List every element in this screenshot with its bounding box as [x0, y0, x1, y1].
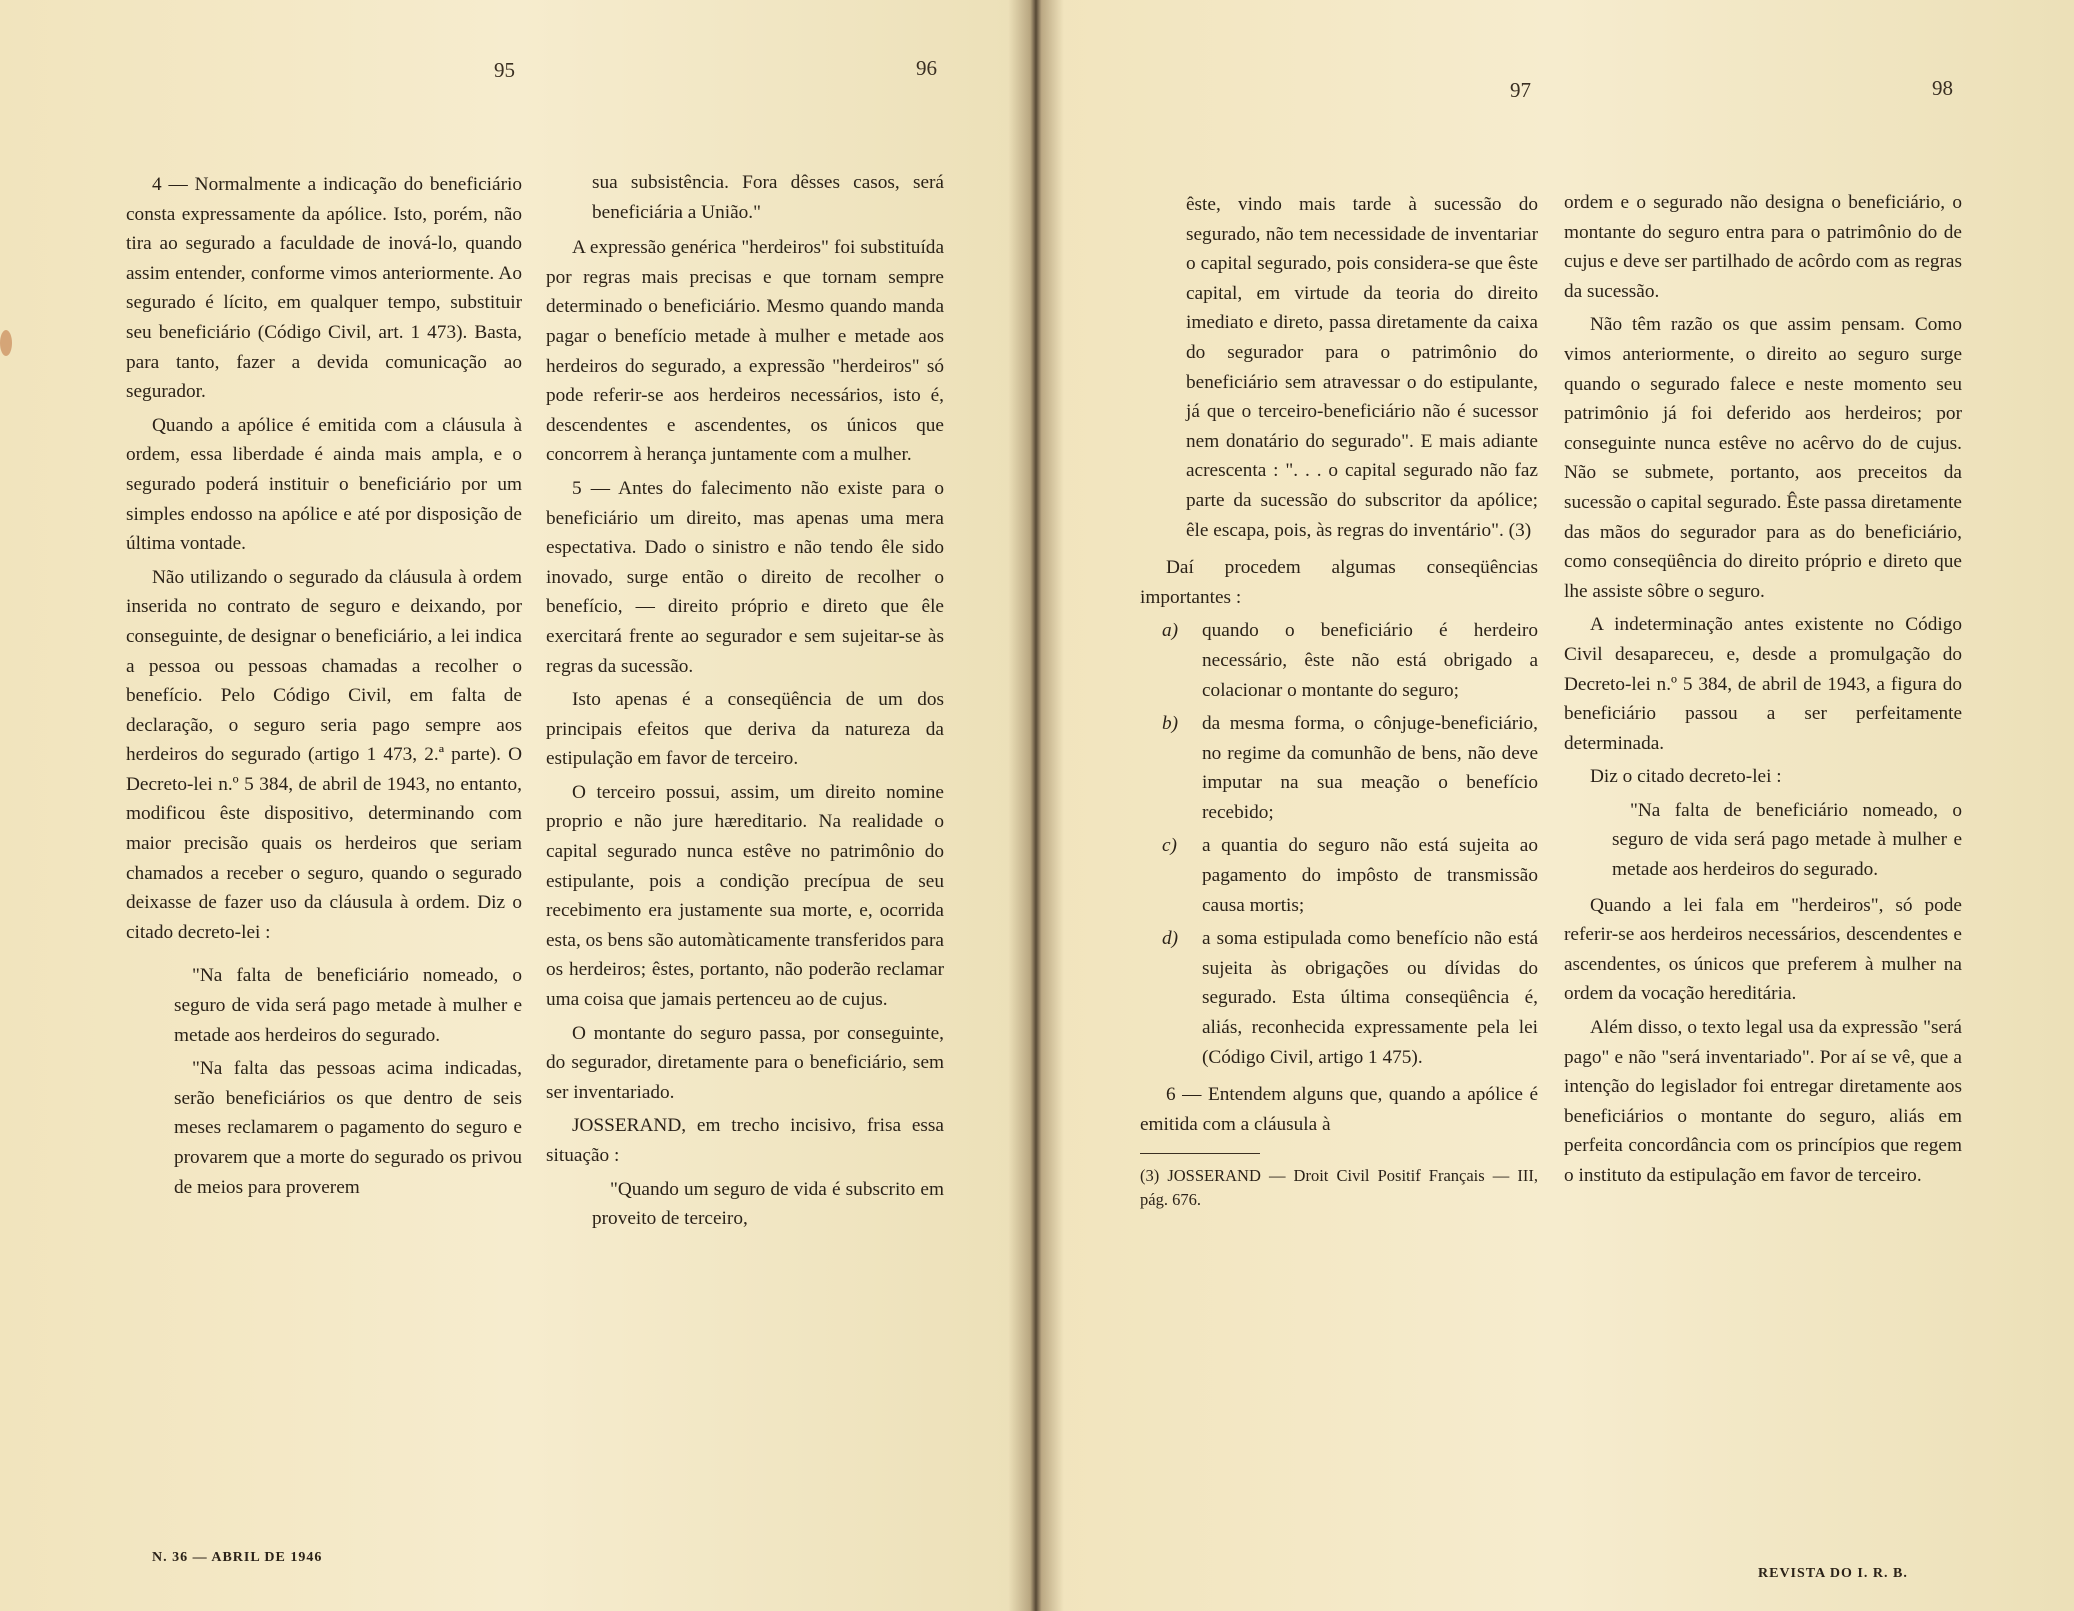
paragraph: Diz o citado decreto-lei : [1590, 766, 1782, 788]
paragraph: Além disso, o texto legal usa da expressão "será pago" e não "será inventariado". Por aí se vê, que a intenção do legislador foi entregar diretamente aos beneficiários o montante do seguro, aliás em perfeita concordância com os princípios que regem o instituto da estipulação em favor de terceiro. [1564, 1017, 1962, 1186]
paragraph: Quando a apólice é emitida com a cláusula à ordem, essa liberdade é ainda mais ampla, e o segurado poderá instituir o beneficiário por um simples endosso na apólice e até por disposição de última vontade. [126, 414, 522, 555]
page-97-column [1140, 190, 1538, 1216]
list-text: quando o beneficiário é herdeiro necessário, êste não está obrigado a colacionar o montante do seguro; [1202, 620, 1538, 701]
page-number-95: 95 [494, 58, 515, 82]
list-text: da mesma forma, o cônjuge-beneficiário, no regime da comunhão de bens, não deve imputar na sua meação o benefício recebido; [1202, 713, 1538, 823]
quote-paragraph: "Na falta das pessoas acima indicadas, serão beneficiários os que dentro de seis meses reclamarem o pagamento do seguro e provarem que a morte do segurado os privou de meios para proverem [174, 1058, 522, 1198]
book-gutter [1008, 0, 1064, 1611]
paragraph: ordem e o segurado não designa o beneficiário, o montante do seguro entra para o patrimônio do de cujus e deve ser partilhado de acôrdo com as regras da sucessão. [1564, 192, 1962, 302]
paragraph: O montante do seguro passa, por conseguinte, do segurador, diretamente para o beneficiário, sem ser inventariado. [546, 1022, 944, 1103]
list-item [1140, 831, 1538, 920]
page-number-98: 98 [1932, 76, 1953, 100]
quote-paragraph: "Na falta de beneficiário nomeado, o seguro de vida será pago metade à mulher e metade aos herdeiros do segurado. [174, 965, 522, 1046]
list-label: b) [1162, 713, 1179, 735]
list-item [1140, 709, 1538, 827]
page-98-column [1564, 188, 1962, 1195]
page-96-column [546, 168, 944, 1238]
footnote-rule [1140, 1153, 1260, 1154]
paragraph: Quando a lei fala em "herdeiros", só pode referir-se aos herdeiros necessários, descendentes e ascendentes, os únicos que preferem à mulher na ordem da vocação hereditária. [1564, 894, 1962, 1005]
paragraph: JOSSERAND, em trecho incisivo, frisa essa situação : [546, 1115, 944, 1166]
list-text: a quantia do seguro não está sujeita ao pagamento do impôsto de transmissão causa mortis; [1202, 835, 1538, 916]
paragraph: 4 — Normalmente a indicação do beneficiário consta expressamente da apólice. Isto, porém, não tira ao segurado a faculdade de inová-lo, quando assim entender, conforme vimos anteriormente. Ao segurado é lícito, em qualquer tempo, substituir seu beneficiário (Código Civil, art. 1 473). Basta, para tanto, fazer a devida comunicação ao segurador. [126, 174, 522, 403]
page-number-96: 96 [916, 56, 937, 80]
list-item [1140, 616, 1538, 705]
paragraph: Não têm razão os que assim pensam. Como vimos anteriormente, o direito ao seguro surge quando o segurado falece e neste momento seu patrimônio já foi deferido aos herdeiros; por conseguinte nunca estêve no acêrvo do de cujus. Não se submete, portanto, aos preceitos da sucessão o capital segurado. Êste passa diretamente das mãos do segurador para as do beneficiário, como conseqüência do direito próprio e direto que lhe assiste sôbre o seguro. [1564, 314, 1962, 602]
paragraph: Isto apenas é a conseqüência de um dos principais efeitos que deriva da natureza da estipulação em favor de terceiro. [546, 689, 944, 770]
paragraph: Daí procedem algumas conseqüências importantes : [1140, 557, 1538, 608]
list-label: d) [1162, 928, 1179, 950]
quote-continuation: êste, vindo mais tarde à sucessão do segurado, não tem necessidade de inventariar o capital segurado, pois considera-se que êste capital, em virtude da teoria do direito imediato e direto, passa diretamente da caixa do segurador para o patrimônio do beneficiário sem atravessar o do estipulante, já que o terceiro-beneficiário não é sucessor nem donatário do segurado". E mais adiante acrescenta : ". . . o capital segurado não faz parte da sucessão do subscritor da apólice; êle escapa, pois, às regras do inventário". (3) [1186, 194, 1538, 541]
footnote: (3) JOSSERAND — Droit Civil Positif Français — III, pág. 676. [1140, 1166, 1538, 1210]
paragraph: O terceiro possui, assim, um direito nomine proprio e não jure hæreditario. Na realidade o capital segurado nunca estêve no patrimônio do estipulante, pois a condição precípua de seu recebimento era justamente sua morte, e, ocorrida esta, os bens são automàticamente transferidos para os herdeiros; êstes, portanto, não poderão reclamar uma coisa que jamais pertenceu ao de cujus. [546, 781, 944, 1011]
paragraph: Não utilizando o segurado da cláusula à ordem inserida no contrato de seguro e deixando, por conseguinte, de designar o beneficiário, a lei indica a pessoa ou pessoas chamadas a recolher o benefício. Pelo Código Civil, em falta de declaração, o seguro seria pago sempre aos herdeiros do segurado (artigo 1 473, 2.ª parte). O Decreto-lei n.º 5 384, de abril de 1943, no entanto, modificou êste dispositivo, determinando com maior precisão quais os herdeiros que seriam chamados a receber o seguro, quando o segurado deixasse de fazer uso da cláusula à ordem. Diz o citado decreto-lei : [126, 566, 522, 943]
page-number-97: 97 [1510, 78, 1531, 102]
page-footer: N. 36 — ABRIL DE 1946 [152, 1550, 323, 1565]
quote-paragraph: "Quando um seguro de vida é subscrito em proveito de terceiro, [592, 1178, 944, 1230]
page-95-column [126, 170, 522, 1206]
paragraph: 6 — Entendem alguns que, quando a apólice é emitida com a cláusula à [1140, 1084, 1538, 1135]
quote-paragraph: "Na falta de beneficiário nomeado, o seguro de vida será pago metade à mulher e metade aos herdeiros do segurado. [1612, 799, 1962, 881]
paragraph: A indeterminação antes existente no Código Civil desapareceu, e, desde a promulgação do Decreto-lei n.º 5 384, de abril de 1943, a figura do beneficiário passou a ser perfeitamente determinada. [1564, 614, 1962, 754]
list-text: a soma estipulada como benefício não está sujeita às obrigações ou dívidas do segurado. Esta última conseqüência é, aliás, reconhecida expressamente pela lei (Código Civil, artigo 1 475). [1202, 928, 1538, 1068]
page-footer: REVISTA DO I. R. B. [1758, 1566, 1908, 1581]
quote-continuation: sua subsistência. Fora dêsses casos, será beneficiária a União." [592, 172, 944, 223]
paragraph: A expressão genérica "herdeiros" foi substituída por regras mais precisas e que tornam sempre determinado o beneficiário. Mesmo quando manda pagar o benefício metade à mulher e metade aos herdeiros do segurado, a expressão "herdeiros" só pode referir-se aos herdeiros necessários, isto é, descendentes e ascendentes, os únicos que concorrem à herança juntamente com a mulher. [546, 237, 944, 466]
list-item [1140, 924, 1538, 1072]
paper-stain [0, 330, 12, 356]
list-label: c) [1162, 835, 1177, 857]
paragraph: 5 — Antes do falecimento não existe para o beneficiário um direito, mas apenas uma mera espectativa. Dado o sinistro e não tendo êle sido inovado, surge então o direito de recolher o benefício, — direito próprio e direto que êle exercitará frente ao segurador e sem sujeitar-se às regras da sucessão. [546, 477, 944, 677]
list-label: a) [1162, 620, 1179, 642]
